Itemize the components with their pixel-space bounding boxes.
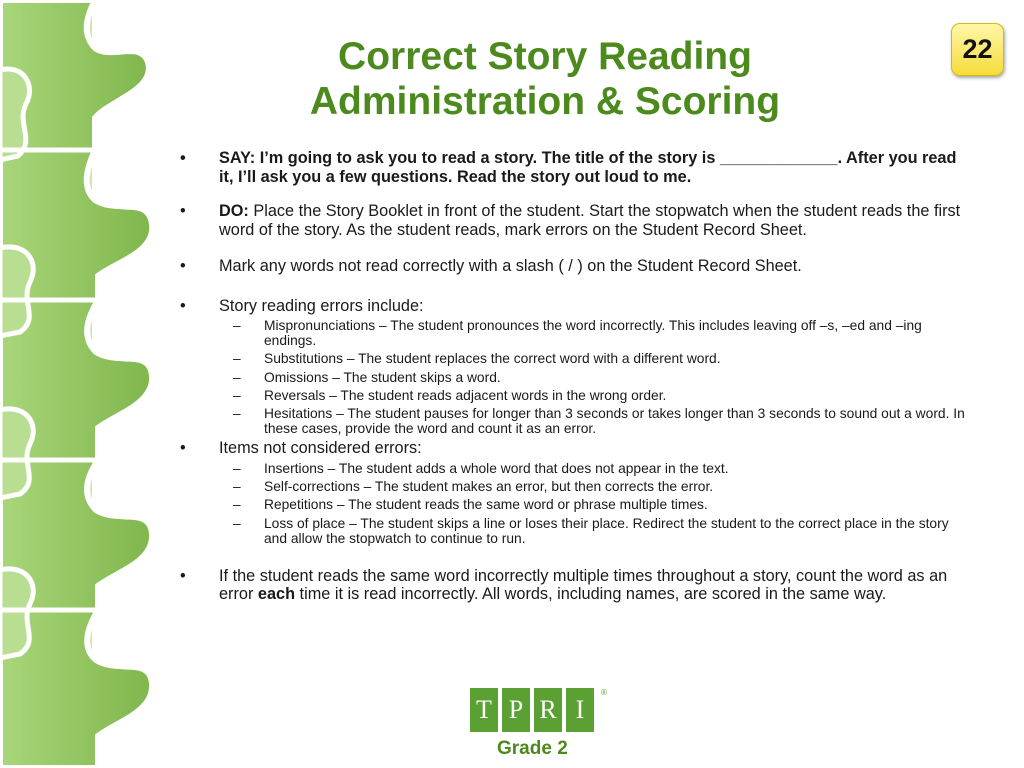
- error-item-reversals: [176, 388, 966, 403]
- errors-heading: Story reading errors include:: [219, 296, 424, 315]
- count-each-error-bullet: [176, 567, 966, 604]
- say-label: SAY:: [219, 149, 256, 167]
- say-bullet: [176, 149, 966, 186]
- not-errors-heading-bullet: [176, 439, 966, 458]
- error-item-text: Hesitations – The student pauses for longer than 3 seconds or takes longer than 3 seconds to sound out a word. In these cases, provide the word and count it as an error.: [264, 406, 965, 437]
- dash-symbol: –: [233, 369, 241, 385]
- errors-heading-bullet: [176, 297, 966, 316]
- error-item-hesitations: [176, 406, 966, 436]
- dash-symbol: –: [233, 387, 241, 403]
- error-item-text: Substitutions – The student replaces the correct word with a different word.: [264, 351, 721, 367]
- slide-number-badge: 22: [951, 23, 1004, 76]
- error-item-text: Omissions – The student skips a word.: [264, 369, 501, 385]
- not-errors-heading: Items not considered errors:: [219, 439, 422, 458]
- bullet-symbol: •: [180, 202, 186, 220]
- not-error-item-self-corrections: [176, 479, 966, 494]
- grade-label: Grade 2: [497, 738, 568, 759]
- bullet-symbol: •: [180, 257, 186, 275]
- tpri-tile-r: R: [534, 688, 562, 732]
- say-text: I’m going to ask you to read a story. The title of the story is _____________. After you read it, I’ll ask you a few questions. Read the story out loud to me.: [219, 149, 957, 186]
- error-item-omissions: [176, 370, 966, 385]
- page-title: [230, 34, 860, 124]
- bullet-symbol: •: [180, 296, 186, 315]
- not-error-item-text: Self-corrections – The student makes an error, but then corrects the error.: [264, 479, 714, 495]
- tpri-tile-i: I: [566, 688, 594, 732]
- puzzle-knob-3: [0, 409, 33, 498]
- do-label: DO:: [219, 202, 249, 220]
- last-bullet-part-2: time it is read incorrectly. All words, including names, are scored in the same way.: [295, 585, 887, 604]
- registered-mark: ®: [601, 688, 607, 697]
- tpri-logo: [470, 688, 610, 759]
- error-item-substitutions: [176, 351, 966, 366]
- not-error-item-text: Loss of place – The student skips a line or loses their place. Redirect the student to the correct place in the story and allow the stopwatch to continue to run.: [264, 515, 949, 546]
- dash-symbol: –: [233, 515, 241, 531]
- error-item-mispronunciations: [176, 318, 966, 348]
- puzzle-knob-1: [0, 69, 30, 160]
- puzzle-pieces-decoration: [0, 0, 165, 768]
- puzzle-knob-2: [0, 247, 33, 336]
- title-line-2: Administration & Scoring: [309, 80, 781, 123]
- not-error-item-repetitions: [176, 497, 966, 512]
- title-line-1: Correct Story Reading: [338, 35, 752, 78]
- dash-symbol: –: [233, 479, 241, 495]
- tpri-letter-tiles: [470, 688, 610, 732]
- error-item-text: Reversals – The student reads adjacent words in the wrong order.: [264, 387, 667, 403]
- tpri-tile-t: T: [470, 688, 498, 732]
- last-bullet-part-1: If the student reads the same word incorrectly multiple times throughout a story, count the word as an error: [219, 566, 948, 604]
- mark-words-text: Mark any words not read correctly with a slash ( / ) on the Student Record Sheet.: [219, 257, 802, 275]
- do-text: Place the Story Booklet in front of the student. Start the stopwatch when the student reads the first word of the story. As the student reads, mark errors on the Student Record Sheet.: [219, 202, 961, 239]
- tpri-tile-p: P: [502, 688, 530, 732]
- dash-symbol: –: [233, 497, 241, 513]
- do-bullet: [176, 202, 966, 239]
- mark-words-bullet: [176, 257, 966, 276]
- dash-symbol: –: [233, 460, 241, 476]
- bullet-symbol: •: [180, 439, 186, 458]
- dash-symbol: –: [233, 351, 241, 367]
- not-error-item-loss-of-place: [176, 516, 966, 546]
- bullet-symbol: •: [180, 149, 186, 167]
- dash-symbol: –: [233, 318, 241, 333]
- not-error-item-text: Insertions – The student adds a whole word that does not appear in the text.: [264, 460, 729, 476]
- not-error-item-insertions: [176, 461, 966, 476]
- slide-content: [176, 149, 966, 604]
- error-item-text: Mispronunciations – The student pronounces the word incorrectly. This includes leaving off –s, –ed and –ing endings.: [264, 318, 922, 349]
- not-error-item-text: Repetitions – The student reads the same word or phrase multiple times.: [264, 497, 708, 513]
- dash-symbol: –: [233, 406, 241, 422]
- bullet-symbol: •: [180, 566, 186, 585]
- last-bullet-bold: each: [257, 585, 296, 604]
- puzzle-knob-4: [0, 569, 33, 658]
